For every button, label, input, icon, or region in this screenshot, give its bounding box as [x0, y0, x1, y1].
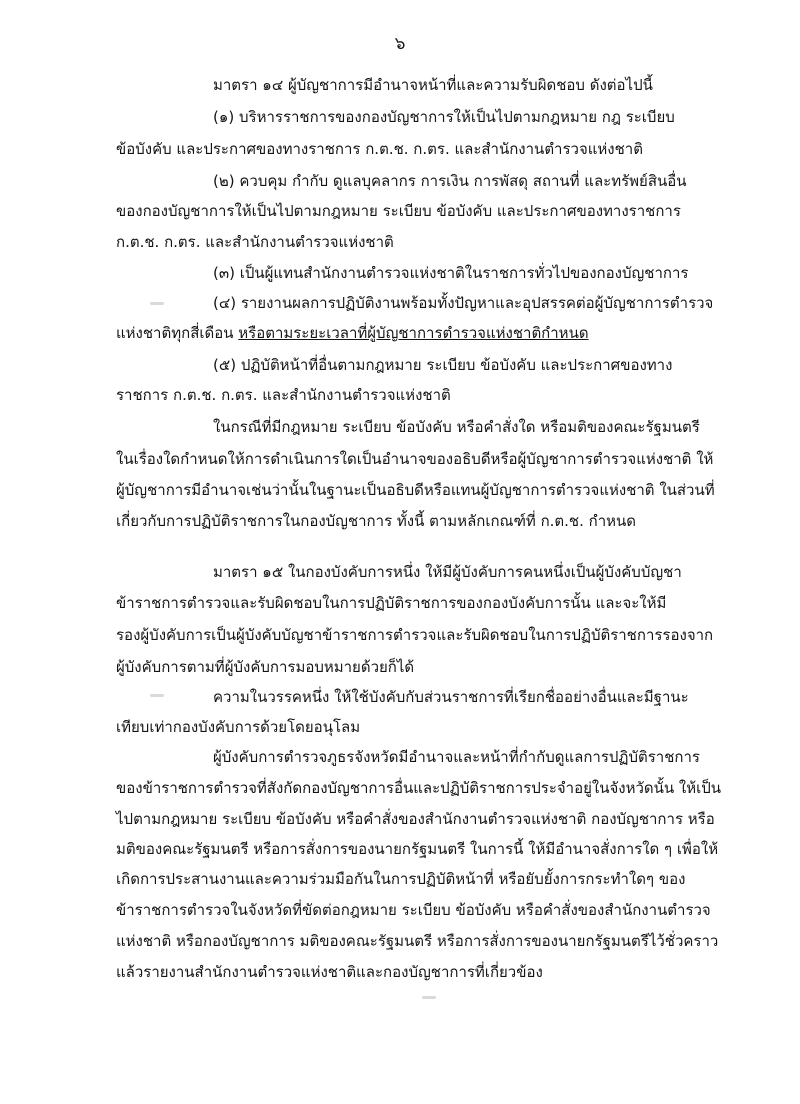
section-15-line-3: รองผู้บังคับการเป็นผู้บังคับบัญชาข้าราชการตำรวจและรับผิดชอบในการปฏิบัติราชการรองจาก	[116, 626, 714, 644]
section-14-item-3-line-1: (๓) เป็นผู้แทนสำนักงานตำรวจแห่งชาติในราชการทั่วไปของกองบัญชาการ	[213, 264, 689, 282]
item-4-underlined-text: หรือตามระยะเวลาที่ผู้บัญชาการตำรวจแห่งชาติกำหนด	[238, 324, 589, 342]
section-14-paragraph-line-1: ในกรณีที่มีกฎหมาย ระเบียบ ข้อบังคับ หรือคำสั่งใด หรือมติของคณะรัฐมนตรี	[213, 418, 700, 436]
section-15-paragraph-3-line-3: ไปตามกฎหมาย ระเบียบ ข้อบังคับ หรือคำสั่งของสำนักงานตำรวจแห่งชาติ กองบัญชาการ หรือ	[116, 810, 715, 828]
section-15-paragraph-3-line-5: เกิดการประสานงานและความร่วมมือกันในการปฏิบัติหน้าที่ หรือยับยั้งการกระทำใดๆ ของ	[116, 870, 686, 888]
section-14-item-1-line-2: ข้อบังคับ และประกาศของทางราชการ ก.ต.ช. ก.ตร. และสำนักงานตำรวจแห่งชาติ	[116, 140, 643, 158]
section-15-paragraph-3-line-7: แห่งชาติ หรือกองบัญชาการ มติของคณะรัฐมนตรี หรือการสั่งการของนายกรัฐมนตรีไว้ชั่วคราว	[116, 932, 719, 950]
section-15-paragraph-2-line-1: ความในวรรคหนึ่ง ให้ใช้บังคับกับส่วนราชการที่เรียกชื่ออย่างอื่นและมีฐานะ	[213, 688, 689, 706]
section-14-item-1-line-1: (๑) บริหารราชการของกองบัญชาการให้เป็นไปตามกฎหมาย กฎ ระเบียบ	[213, 108, 675, 126]
section-15-line-1: มาตรา ๑๕ ในกองบังคับการหนึ่ง ให้มีผู้บังคับการคนหนึ่งเป็นผู้บังคับบัญชา	[213, 563, 682, 581]
section-15-paragraph-3-line-4: มติของคณะรัฐมนตรี หรือการสั่งการของนายกรัฐมนตรี ในการนี้ ให้มีอำนาจสั่งการใด ๆ เพื่อให้	[116, 840, 719, 858]
section-14-item-4-line-1: (๔) รายงานผลการปฏิบัติงานพร้อมทั้งปัญหาและอุปสรรคต่อผู้บัญชาการตำรวจ	[213, 294, 714, 312]
section-14-item-2-line-2: ของกองบัญชาการให้เป็นไปตามกฎหมาย ระเบียบ ข้อบังคับ และประกาศของทางราชการ	[116, 202, 681, 220]
section-14-heading: มาตรา ๑๔ ผู้บัญชาการมีอำนาจหน้าที่และความรับผิดชอบ ดังต่อไปนี้	[213, 76, 653, 94]
scan-speck	[150, 694, 164, 697]
section-15-paragraph-3-line-1: ผู้บังคับการตำรวจภูธรจังหวัดมีอำนาจและหน้าที่กำกับดูแลการปฏิบัติราชการ	[213, 748, 700, 766]
item-4-plain-text: แห่งชาติทุกสี่เดือน	[116, 324, 239, 342]
section-15-line-2: ข้าราชการตำรวจและรับผิดชอบในการปฏิบัติราชการของกองบังคับการนั้น และจะให้มี	[116, 594, 667, 612]
scan-speck	[422, 996, 436, 999]
section-14-item-2-line-1: (๒) ควบคุม กำกับ ดูแลบุคลากร การเงิน การพัสดุ สถานที่ และทรัพย์สินอื่น	[213, 172, 687, 190]
section-14-item-5-line-2: ราชการ ก.ต.ช. ก.ตร. และสำนักงานตำรวจแห่งชาติ	[116, 386, 451, 404]
section-14-item-5-line-1: (๕) ปฏิบัติหน้าที่อื่นตามกฎหมาย ระเบียบ ข้อบังคับ และประกาศของทาง	[213, 356, 673, 374]
section-15-paragraph-3-line-2: ของข้าราชการตำรวจที่สังกัดกองบัญชาการอื่นและปฏิบัติราชการประจำอยู่ในจังหวัดนั้น ให้เป็น	[116, 779, 722, 797]
section-15-paragraph-3-line-8: แล้วรายงานสำนักงานตำรวจแห่งชาติและกองบัญชาการที่เกี่ยวข้อง	[116, 963, 543, 981]
section-14-item-4-line-2	[116, 322, 589, 344]
section-14-paragraph-line-4: เกี่ยวกับการปฏิบัติราชการในกองบัญชาการ ทั้งนี้ ตามหลักเกณฑ์ที่ ก.ต.ช. กำหนด	[116, 512, 637, 530]
page-number: ๖	[394, 34, 406, 54]
section-15-line-4: ผู้บังคับการตามที่ผู้บังคับการมอบหมายด้วยก็ได้	[116, 658, 415, 676]
section-15-paragraph-2-line-2: เทียบเท่ากองบังคับการด้วยโดยอนุโลม	[116, 718, 361, 736]
section-14-item-2-line-3: ก.ต.ช. ก.ตร. และสำนักงานตำรวจแห่งชาติ	[116, 233, 394, 251]
scan-speck	[150, 302, 164, 305]
section-14-paragraph-line-3: ผู้บัญชาการมีอำนาจเช่นว่านั้นในฐานะเป็นอธิบดีหรือแทนผู้บัญชาการตำรวจแห่งชาติ ในส่วนที่	[116, 481, 715, 499]
section-15-paragraph-3-line-6: ข้าราชการตำรวจในจังหวัดที่ขัดต่อกฎหมาย ระเบียบ ข้อบังคับ หรือคำสั่งของสำนักงานตำรวจ	[116, 901, 711, 919]
section-14-paragraph-line-2: ในเรื่องใดกำหนดให้การดำเนินการใดเป็นอำนาจของอธิบดีหรือผู้บัญชาการตำรวจแห่งชาติ ให้	[116, 450, 714, 468]
